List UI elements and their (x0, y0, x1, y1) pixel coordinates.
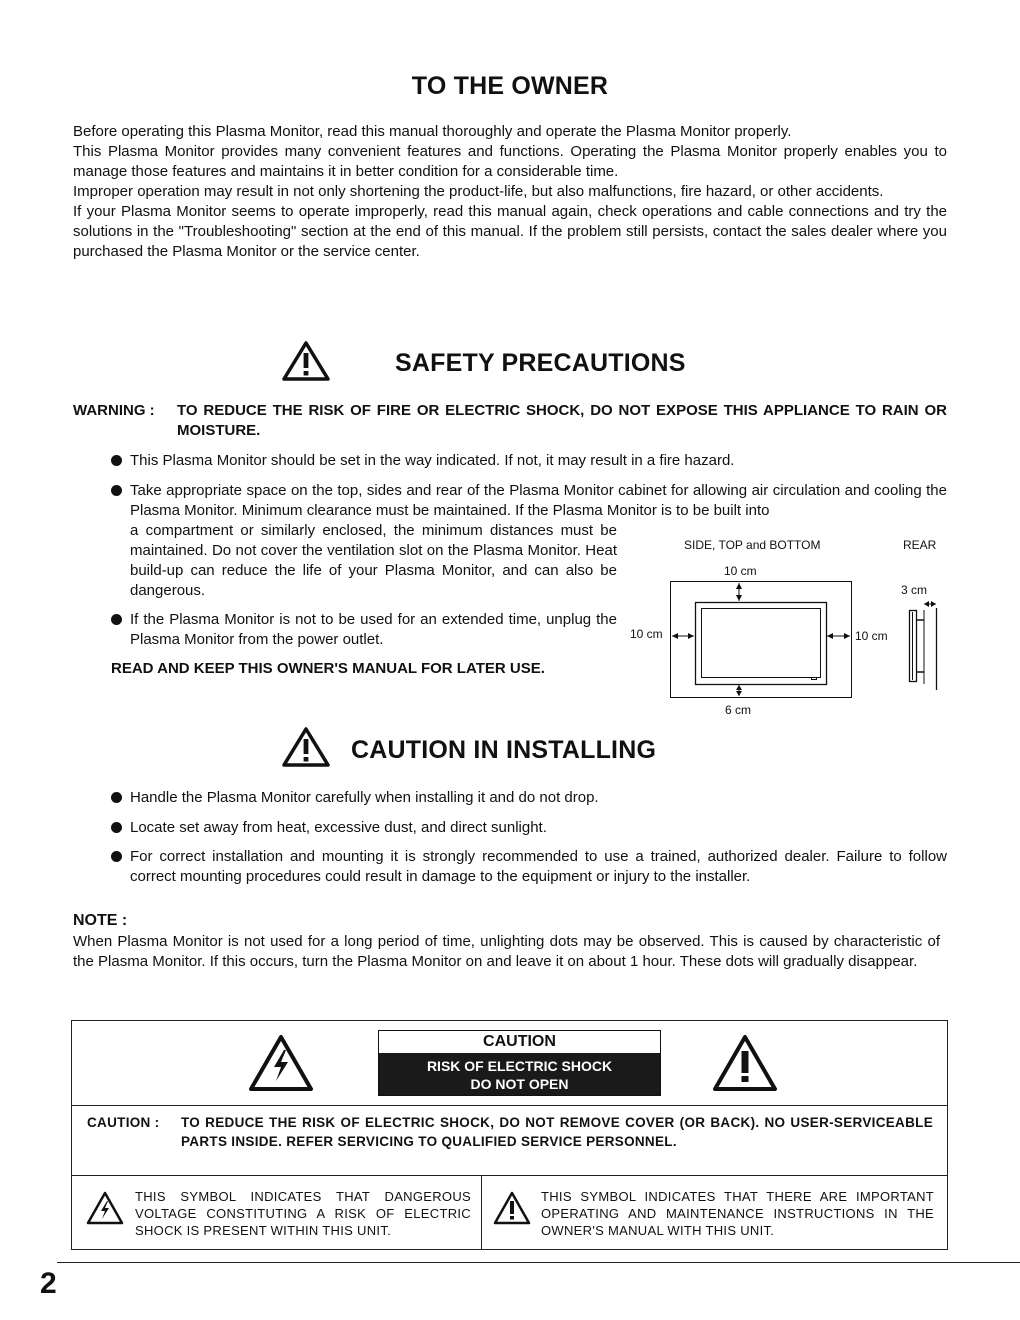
safety-bullet-3 (111, 610, 617, 650)
read-keep-notice: READ AND KEEP THIS OWNER'S MANUAL FOR LATER USE. (111, 660, 545, 677)
caution-label-panel (378, 1030, 661, 1096)
symbol-left-text: THIS SYMBOL INDICATES THAT DANGEROUS VOLTAGE CONSTITUTING A RISK OF ELECTRIC SHOCK IS PRESENT WITHIN THIS UNIT. (135, 1189, 471, 1238)
installing-bullet-3-text: For correct installation and mounting it is strongly recommended to use a trained, authorized dealer. Failure to follow correct mounting procedures could result in damage to the equipment or injury to the installer. (130, 848, 947, 885)
caution-vertical-divider (481, 1175, 482, 1249)
do-not-open-text: DO NOT OPEN (470, 1076, 569, 1092)
clearance-boundary (671, 582, 852, 698)
monitor-indicator (812, 678, 817, 680)
installing-bullet-1 (111, 788, 947, 808)
bullet-dot-icon (111, 455, 122, 466)
owner-text (73, 122, 947, 262)
exclamation-small-icon (493, 1191, 531, 1225)
installing-bullet-2-text: Locate set away from heat, excessive dust, and direct sunlight. (130, 819, 547, 836)
page-number: 2 (40, 1267, 57, 1300)
diagram-bottom-clearance: 6 cm (725, 703, 752, 717)
caution-box (71, 1020, 948, 1250)
bullet-dot-icon (111, 792, 122, 803)
warning-triangle-icon (281, 340, 331, 382)
risk-shock-text: RISK OF ELECTRIC SHOCK (426, 1058, 613, 1074)
electric-shock-icon (248, 1034, 314, 1092)
diagram-side-label: SIDE, TOP and BOTTOM (684, 538, 821, 552)
warning-label: WARNING : (73, 402, 155, 419)
safety-bullet-1 (111, 451, 947, 471)
owner-paragraph-3: Improper operation may result in not only shortening the product-life, but also malfunctions, fire hazard, or other accidents. (73, 183, 884, 200)
safety-bullet-3-text: If the Plasma Monitor is not to be used for an extended time, unplug the Plasma Monitor from the power outlet. (130, 611, 617, 648)
bullet-dot-icon (111, 851, 122, 862)
exclamation-warning-icon (712, 1034, 778, 1092)
diagram-top-clearance: 10 cm (724, 564, 757, 578)
safety-bullet-2-text: Take appropriate space on the top, sides and rear of the Plasma Monitor cabinet for allowing air circulation and cooling the Plasma Monitor. Minimum clearance must be maintained. If the Plasma Monitor is to be built into (130, 482, 947, 519)
owner-paragraph-2: This Plasma Monitor provides many convenient features and functions. Operating the Plasma Monitor properly enables you to manage those features and maintains it in better condition for a considerable time. (73, 143, 947, 180)
bullet-dot-icon (111, 614, 122, 625)
diagram-rear-clearance: 3 cm (901, 583, 928, 597)
owner-paragraph-1: Before operating this Plasma Monitor, read this manual thoroughly and operate the Plasma Monitor properly. (73, 123, 792, 140)
installing-bullet-3 (111, 847, 947, 887)
bullet-dot-icon (111, 822, 122, 833)
installing-title: CAUTION IN INSTALLING (351, 736, 657, 764)
installing-bullet-1-text: Handle the Plasma Monitor carefully when installing it and do not drop. (130, 789, 599, 806)
monitor-front (696, 603, 827, 685)
safety-bullet-2-continuation: a compartment or similarly enclosed, the minimum distances must be maintained. Do not cover the ventilation slot on the Plasma Monitor. Heat build-up can reduce the life of your Plasma Monitor, and can also be dangerous. (130, 522, 617, 599)
caution-dark-band (379, 1053, 660, 1095)
warning-text: TO REDUCE THE RISK OF FIRE OR ELECTRIC SHOCK, DO NOT EXPOSE THIS APPLIANCE TO RAIN OR MOISTURE. (177, 402, 947, 439)
note-title: NOTE : (73, 912, 128, 929)
note-text: When Plasma Monitor is not used for a long period of time, unlighting dots may be observed. This is caused by characteristic of the Plasma Monitor. If this occurs, turn the Plasma Monitor on and leave it on about 1 hour. These dots will gradually disappear. (73, 933, 940, 970)
caution-header: CAUTION (483, 1033, 556, 1050)
diagram-right-clearance: 10 cm (855, 629, 888, 643)
owner-title: TO THE OWNER (411, 72, 609, 100)
clearance-diagram (670, 580, 950, 700)
safety-bullet-2 (111, 481, 947, 521)
caution-divider-1 (72, 1105, 947, 1106)
caution-label: CAUTION : (87, 1115, 160, 1130)
symbol-right-text: THIS SYMBOL INDICATES THAT THERE ARE IMPORTANT OPERATING AND MAINTENANCE INSTRUCTIONS IN THE OWNER'S MANUAL WITH THIS UNIT. (541, 1189, 934, 1238)
bullet-dot-icon (111, 485, 122, 496)
safety-bullet-1-text: This Plasma Monitor should be set in the way indicated. If not, it may result in a fire hazard. (130, 452, 735, 469)
owner-paragraph-4: If your Plasma Monitor seems to operate improperly, read this manual again, check operations and cable connections and try the solutions in the "Troubleshooting" section at the end of this manual. If the problem still persists, contact the sales dealer where you purchased the Plasma Monitor or the service center. (73, 203, 947, 260)
caution-divider-2 (72, 1175, 947, 1176)
warning-triangle-icon (281, 726, 331, 768)
installing-bullet-2 (111, 818, 947, 838)
footer-rule (57, 1262, 1020, 1263)
caution-text: TO REDUCE THE RISK OF ELECTRIC SHOCK, DO NOT REMOVE COVER (OR BACK). NO USER-SERVICEABLE PARTS INSIDE. REFER SERVICING TO QUALIFIED SERVICE PERSONNEL. (181, 1115, 933, 1149)
diagram-left-clearance: 10 cm (630, 627, 663, 641)
electric-shock-small-icon (86, 1191, 124, 1225)
diagram-rear-label: REAR (903, 538, 937, 552)
monitor-screen (702, 609, 821, 678)
safety-title: SAFETY PRECAUTIONS (395, 349, 686, 377)
